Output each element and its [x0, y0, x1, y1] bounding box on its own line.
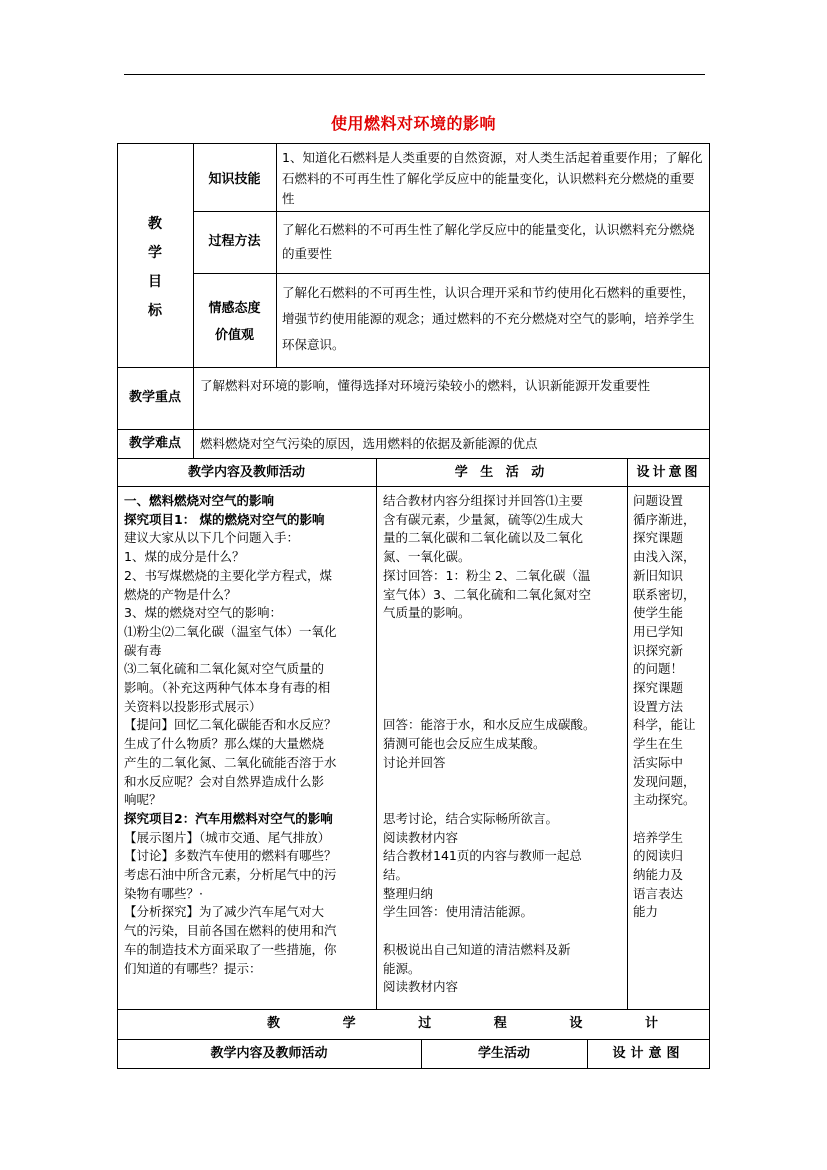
footer-header-student: 学生活动 — [477, 1046, 530, 1061]
student-line: 回答：能溶于水，和水反应生成碳酸。 — [383, 717, 596, 733]
content-line: 【讨论】多数汽车使用的燃料有哪些？ — [124, 848, 337, 864]
student-line — [383, 660, 625, 679]
design-line: 学生在生 — [633, 736, 684, 752]
design-column — [633, 492, 709, 922]
student-line — [383, 642, 625, 661]
process-label — [117, 1014, 710, 1034]
student-line: 学生回答：使用清洁能源。 — [383, 904, 534, 920]
process-char: 计 — [645, 1016, 659, 1031]
difficulty-label: 教学难点 — [128, 436, 181, 451]
design-line: 由浅入深， — [633, 549, 696, 565]
design-line: 培养学生 — [633, 829, 684, 845]
content-line: 生成了什么物质？那么煤的大量燃烧 — [124, 736, 325, 752]
student-line: 能源。 — [383, 960, 421, 976]
process-char: 学 — [342, 1016, 356, 1031]
design-line: 探究课题 — [633, 680, 684, 696]
content-line: 探究项目1： 煤的燃烧对空气的影响 — [124, 511, 325, 527]
student-line — [383, 773, 625, 792]
student-line: 积极说出自己知道的清洁燃料及新 — [383, 941, 571, 957]
content-line: 产生的二氧化氮、二氧化硫能否溶于水 — [124, 754, 337, 770]
design-line: 语言表达 — [633, 885, 684, 901]
design-line: 主动探究。 — [633, 792, 696, 808]
design-line: 纳能力及 — [633, 867, 684, 883]
focus-label: 教学重点 — [128, 390, 181, 405]
design-line: 设置方法 — [633, 698, 684, 714]
design-line: 识探究新 — [633, 642, 684, 658]
objective-label-process: 过程方法 — [208, 234, 261, 249]
objective-label-attitude: 情感态度 价值观 — [208, 301, 261, 343]
content-line: 2、书写煤燃烧的主要化学方程式，煤 — [124, 567, 332, 583]
student-line: 讨论并回答 — [383, 754, 446, 770]
student-line: 阅读教材内容 — [383, 829, 459, 845]
content-line: 一、燃料燃烧对空气的影响 — [124, 493, 275, 508]
student-line: 思考讨论，结合实际畅所欲言。 — [383, 810, 559, 826]
objectives-label: 教 学 目 标 — [148, 216, 162, 319]
student-line: 阅读教材内容 — [383, 979, 459, 995]
content-line: ⑴粉尘⑵二氧化碳（温室气体）一氧化 — [124, 623, 337, 639]
content-line: 【展示图片】（城市交通、尾气排放） — [124, 829, 331, 845]
design-line: 发现问题， — [633, 773, 696, 789]
student-line: 整理归纳 — [383, 885, 434, 901]
content-line: 车的制造技术方面采取了一些措施，你 — [124, 941, 337, 957]
design-line: 问题设置 — [633, 493, 684, 508]
student-line — [383, 679, 625, 698]
content-line: 探究项目2：汽车用燃料对空气的影响 — [124, 810, 333, 826]
content-line: 关资料以投影形式展示） — [124, 698, 262, 714]
header-content: 教学内容及教师活动 — [187, 465, 305, 480]
student-line: 探讨回答：1：粉尘 2、二氧化碳（温 — [383, 567, 591, 583]
process-char: 过 — [418, 1016, 432, 1031]
student-line: 结合教材内容分组探讨并回答⑴主要 — [383, 493, 584, 508]
design-line: 使学生能 — [633, 605, 684, 621]
content-line: 建议大家从以下几个问题入手： — [124, 530, 300, 546]
design-line: 探究课题 — [633, 530, 684, 546]
content-line: 【提问】回忆二氧化碳能否和水反应？ — [124, 717, 337, 733]
page-title: 使用燃料对环境的影响 — [330, 114, 496, 133]
content-line: 和水反应呢？会对自然界造成什么影 — [124, 773, 325, 789]
footer-header-content: 教学内容及教师活动 — [210, 1046, 328, 1061]
content-line: 1、煤的成分是什么？ — [124, 549, 245, 565]
design-line — [633, 810, 709, 829]
student-line — [383, 922, 625, 941]
design-line: 的阅读归 — [633, 848, 684, 864]
content-line: 影响。（补充这两种气体本身有毒的相 — [124, 680, 331, 696]
student-line — [383, 791, 625, 810]
header-design: 设计意图 — [636, 465, 701, 480]
student-line — [383, 698, 625, 717]
footer-header-design: 设计意图 — [612, 1046, 685, 1061]
student-line — [383, 623, 625, 642]
student-line: 含有碳元素，少量氮，硫等⑵生成大 — [383, 511, 584, 527]
process-char: 设 — [569, 1016, 583, 1031]
design-line: 的问题！ — [633, 661, 684, 677]
content-line: 燃烧的产物是什么？ — [124, 586, 237, 602]
content-line: 气的污染，目前各国在燃料的使用和汽 — [124, 923, 337, 939]
focus-text: 了解燃料对环境的影响，懂得选择对环境污染较小的燃料，认识新能源开发重要性 — [200, 378, 651, 393]
content-line: ⑶二氧化硫和二氧化氮对空气质量的 — [124, 661, 325, 677]
process-char: 教 — [267, 1016, 281, 1031]
student-line: 气质量的影响。 — [383, 605, 471, 621]
design-line: 活实际中 — [633, 754, 684, 770]
student-line: 量的二氧化碳和二氧化硫以及二氧化 — [383, 530, 584, 546]
design-line: 循序渐进， — [633, 511, 696, 527]
objective-text-attitude: 了解化石燃料的不可再生性，认识合理开采和节约使用化石燃料的重要性，增强节约使用能源的观念；通过燃料的不充分燃烧对空气的影响，培养学生环保意识。 — [282, 285, 695, 352]
header-rule — [124, 74, 705, 75]
content-line: 响呢？ — [124, 792, 162, 808]
student-column — [383, 492, 625, 997]
content-line: 考虑石油中所含元素，分析尾气中的污 — [124, 867, 337, 883]
design-line: 新旧知识 — [633, 567, 684, 583]
student-line: 结合教材141页的内容与教师一起总 — [383, 848, 582, 864]
design-line: 联系密切， — [633, 586, 696, 602]
content-line: 碳有毒 — [124, 642, 162, 658]
header-student: 学 生 活 动 — [454, 465, 549, 480]
objective-text-process: 了解化石燃料的不可再生性了解化学反应中的能量变化，认识燃料充分燃烧的重要性 — [282, 222, 695, 261]
objective-label-knowledge: 知识技能 — [208, 172, 261, 187]
student-line: 结。 — [383, 867, 409, 883]
content-line: 染物有哪些？· — [124, 885, 203, 901]
content-line: 3、煤的燃烧对空气的影响： — [124, 605, 282, 621]
objective-text-knowledge: 1、知道化石燃料是人类重要的自然资源，对人类生活起着重要作用；了解化石燃料的不可再生性了解化学反应中的能量变化，认识燃料充分燃烧的重要性 — [282, 150, 703, 206]
difficulty-text: 燃料燃烧对空气污染的原因，选用燃料的依据及新能源的优点 — [200, 436, 538, 451]
student-line: 室气体）3、二氧化硫和二氧化氮对空 — [383, 586, 591, 602]
process-char: 程 — [493, 1016, 507, 1031]
design-line: 科学，能让 — [633, 717, 696, 733]
student-line: 猜测可能也会反应生成某酸。 — [383, 736, 546, 752]
student-line: 氮、一氧化碳。 — [383, 549, 471, 565]
content-column — [124, 492, 374, 978]
content-line: 们知道的有哪些？提示： — [124, 960, 262, 976]
design-line: 用已学知 — [633, 623, 684, 639]
content-line: 【分析探究】为了减少汽车尾气对大 — [124, 904, 325, 920]
design-line: 能力 — [633, 904, 659, 920]
